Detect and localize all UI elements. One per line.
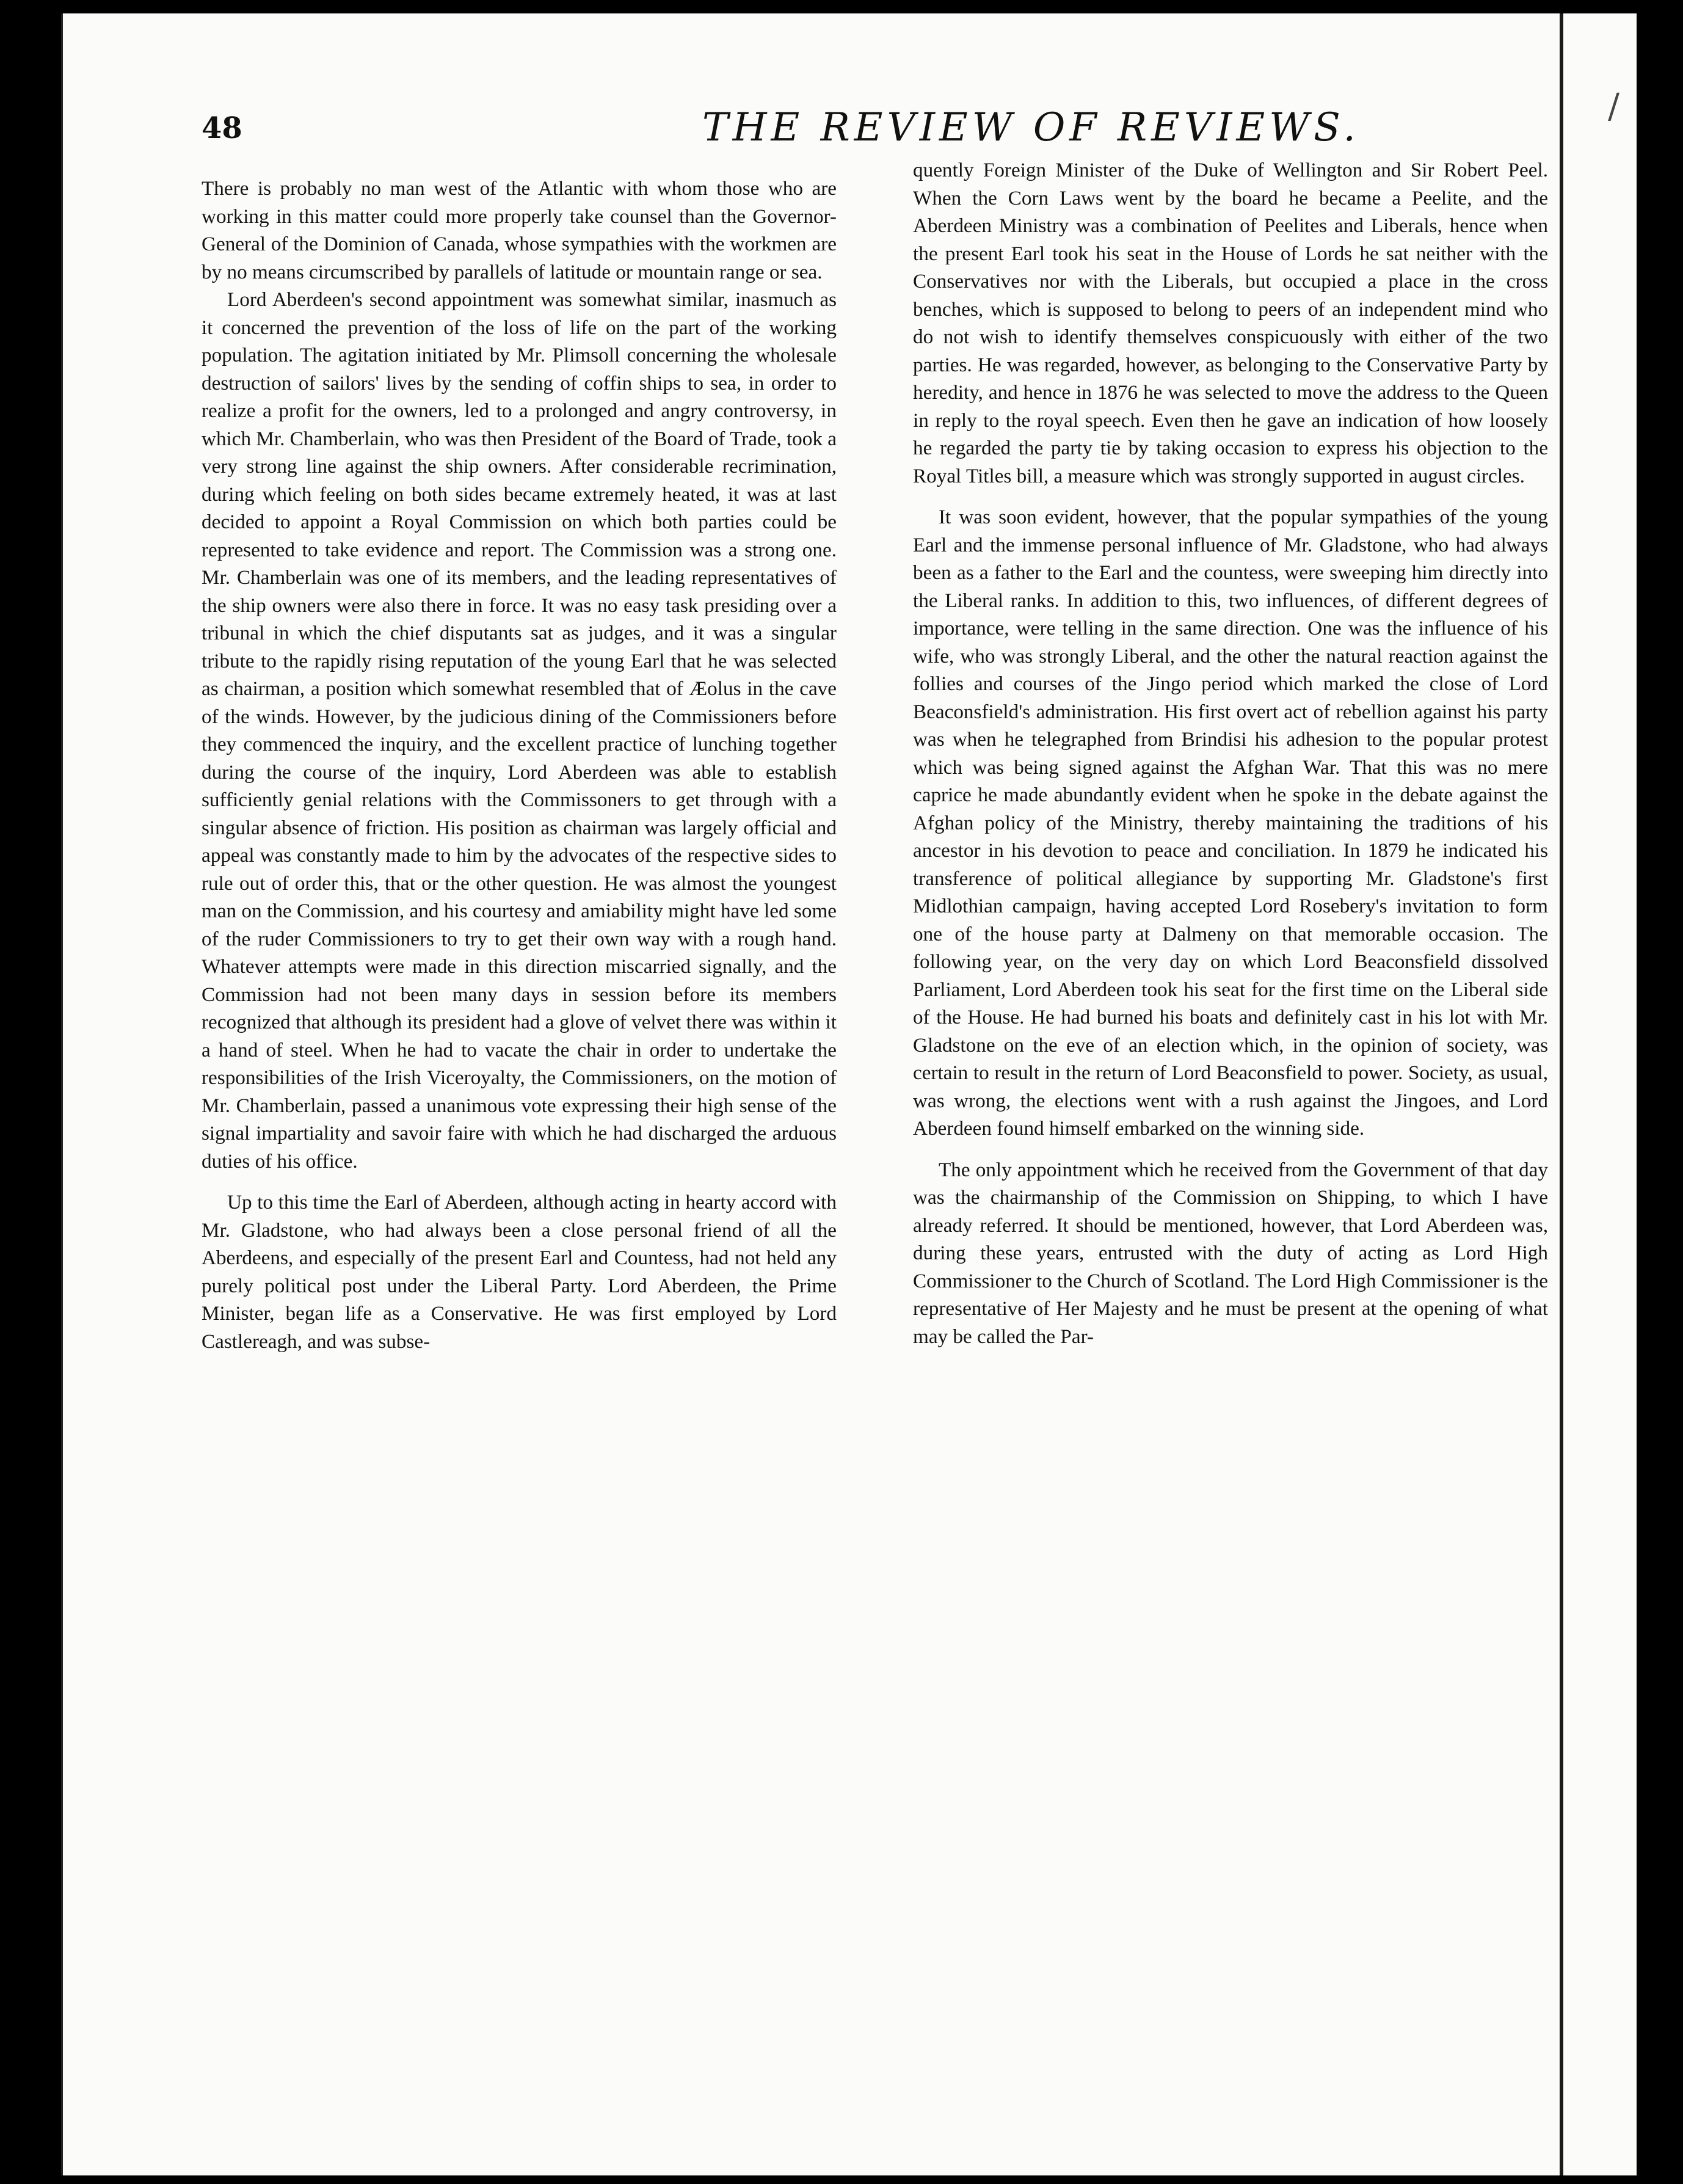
page-edge [61, 13, 63, 2175]
paragraph: It was soon evident, however, that the popular sympathies of the young Earl and the immense personal influence of Mr. Gladstone, who had always been as a father to the Earl and the countess, were sweeping him directly into the Liberal ranks. In addition to this, two influences, of different degrees of importance, were telling in the same direction. One was the influence of his wife, who was strongly Liberal, and the other the natural reaction against the follies and courses of the Jingo period which marked the close of Lord Beaconsfield's administration. His first overt act of rebellion against his party was when he telegraphed from Brindisi his adhesion to the popular protest which was being signed against the Afghan War. That this was no mere caprice he made abundantly evident when he spoke in the debate against the Afghan policy of the Ministry, thereby maintaining the traditions of his ancestor in his devotion to peace and conciliation. In 1879 he indicated his transference of political allegiance by supporting Mr. Gladstone's first Midlothian campaign, having accepted Lord Rosebery's invitation to form one of the house party at Dalmeny on that memorable occasion. The following year, on the very day on which Lord Beaconsfield dissolved Parliament, Lord Aberdeen took his seat for the first time on the Liberal side of the House. He had burned his boats and definitely cast in his lot with Mr. Gladstone on the eve of an election which, in the opinion of society, was certain to result in the return of Lord Beaconsfield to power. Society, as usual, was wrong, the elections went with a rush against the Jingoes, and Lord Aberdeen found himself embarked on the winning side. [913, 506, 1548, 1140]
page-number: 48 [202, 111, 242, 145]
left-column [202, 175, 837, 1355]
running-title: THE REVIEW OF REVIEWS. [702, 105, 1360, 150]
paragraph: The only appointment which he received from the Government of that day was the chairmanship of the Commission on Shipping, to which I have already referred. It should be mentioned, however, that Lord Aberdeen was, during these years, entrusted with the duty of acting as Lord High Commissioner to the Church of Scotland. The Lord High Commissioner is the representative of Her Majesty and he must be present at the opening of what may be called the Par- [913, 1158, 1548, 1348]
right-column [913, 156, 1548, 1350]
paragraph: Lord Aberdeen's second appointment was somewhat similar, inasmuch as it concerned the prevention of the loss of life on the part of the working population. The agitation initiated by Mr. Plimsoll concerning the wholesale destruction of sailors' lives by the sending of coffin ships to sea, in order to realize a profit for the owners, led to a prolonged and angry controversy, in which Mr. Chamberlain, who was then President of the Board of Trade, took a very strong line against the ship owners. After considerable recrimination, during which feeling on both sides became extremely heated, it was at last decided to appoint a Royal Commission on which both parties could be represented to take evidence and report. The Commission was a strong one. Mr. Chamberlain was one of its members, and the leading representatives of the ship owners were also there in force. It was no easy task presiding over a tribunal in which the chief disputants sat as judges, and it was a singular tribute to the rapidly rising reputation of the young Earl that he was selected as chairman, a position which somewhat resembled that of Æolus in the cave of the winds. However, by the judicious dining of the Commissioners before they commenced the inquiry, and the excellent practice of lunching together during the course of the inquiry, Lord Aberdeen was able to establish sufficiently genial relations with the Commissoners to get through with a singular absence of friction. His position as chairman was largely official and appeal was constantly made to him by the advocates of the respective sides to rule out of order this, that or the other question. He was almost the youngest man on the Commission, and his courtesy and amiability might have led some of the ruder Commissioners to try to get their own way with a rough hand. Whatever attempts were made in this direction miscarried signally, and the Commission had not been many days in session before its members recognized that although its president had a glove of velvet there was within it a hand of steel. When he had to vacate the chair in order to undertake the responsibilities of the Irish Viceroyalty, the Commissioners, on the motion of Mr. Chamberlain, passed a unanimous vote expressing their high sense of the signal impartiality and savoir faire with which he had discharged the arduous duties of his office. [202, 288, 837, 1173]
paragraph: Up to this time the Earl of Aberdeen, although acting in hearty accord with Mr. Gladstone, who had always been a close personal friend of all the Aberdeens, and especially of the present Earl and Countess, had not held any purely political post under the Liberal Party. Lord Aberdeen, the Prime Minister, began life as a Conservative. He was first employed by Lord Castlereagh, and was subse- [202, 1191, 837, 1353]
paragraph: There is probably no man west of the Atlantic with whom those who are working in this matter could more properly take counsel than the Governor-General of the Dominion of Canada, whose sympathies with the workmen are by no means circumscribed by parallels of latitude or mountain range or sea. [202, 177, 837, 283]
binding-gutter-line [1560, 13, 1563, 2175]
scanned-page [61, 13, 1637, 2175]
corner-mark-icon: / [1608, 87, 1619, 126]
paragraph: quently Foreign Minister of the Duke of Wellington and Sir Robert Peel. When the Corn Laws went by the board he became a Peelite, and the Aberdeen Ministry was a combination of Peelites and Liberals, hence when the present Earl took his seat in the House of Lords he sat neither with the Conservatives nor with the Liberals, but occupied a place in the cross benches, which is supposed to belong to peers of an independent mind who do not wish to identify themselves conspicuously with either of the two parties. He was regarded, however, as belonging to the Conservative Party by heredity, and hence in 1876 he was selected to move the address to the Queen in reply to the royal speech. Even then he gave an indication of how loosely he regarded the party tie by taking occasion to express his objection to the Royal Titles bill, a measure which was strongly supported in august circles. [913, 159, 1548, 487]
